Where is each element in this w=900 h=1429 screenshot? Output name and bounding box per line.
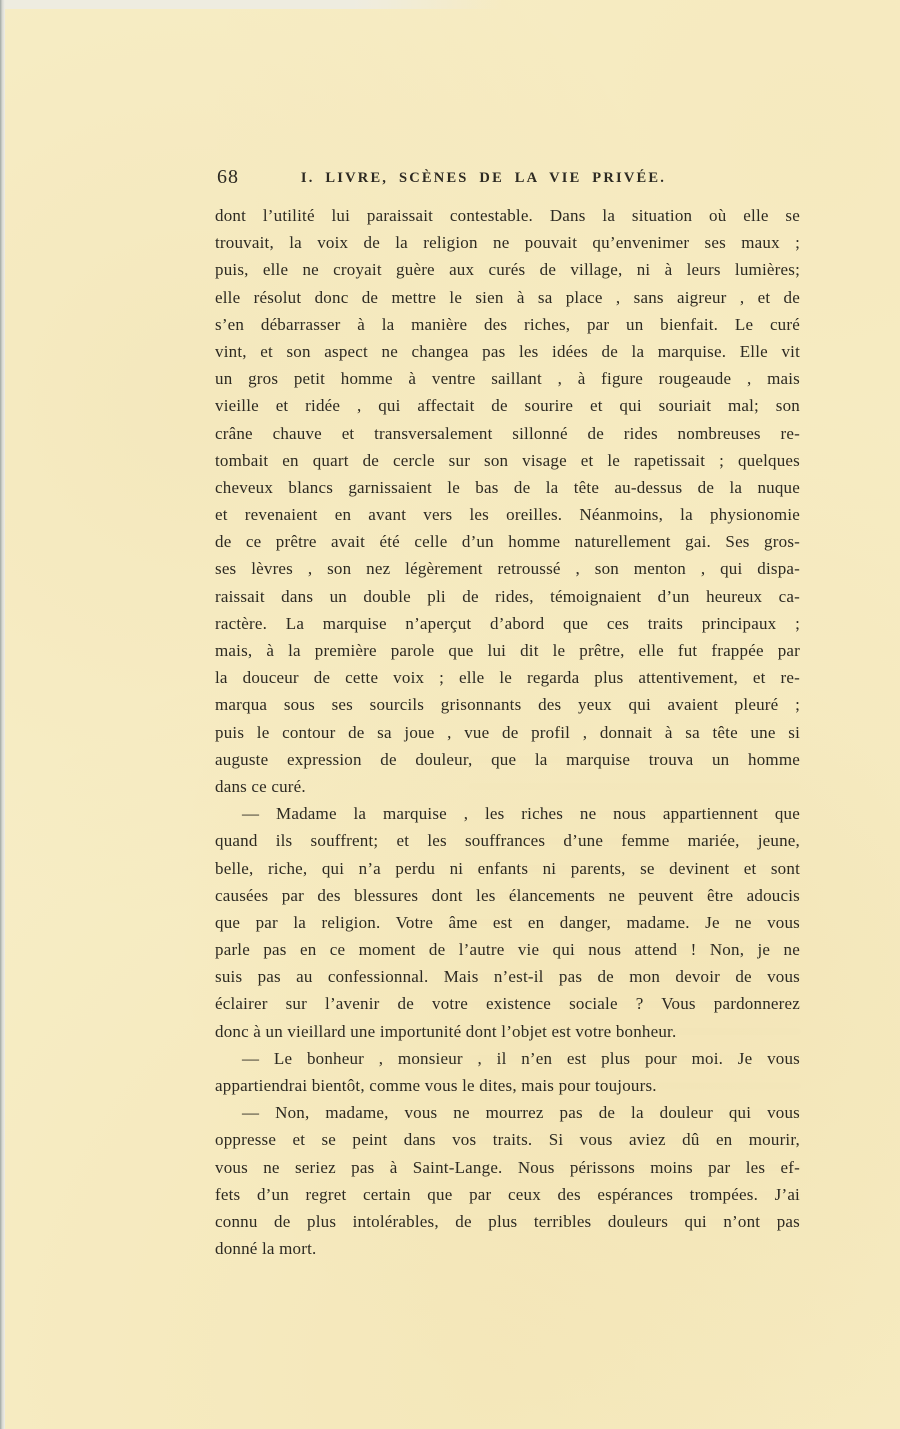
- text-line: tombait en quart de cercle sur son visage et le rapetissait ; quelques: [215, 450, 800, 470]
- text-line: s’en débarrasser à la manière des riches, par un bienfait. Le curé: [215, 314, 800, 334]
- paragraph: [215, 1045, 800, 1099]
- text-line: elle résolut donc de mettre le sien à sa place , sans aigreur , et de: [215, 287, 800, 307]
- text-line: vint, et son aspect ne changea pas les idées de la marquise. Elle vit: [215, 341, 800, 361]
- text-line: éclairer sur l’avenir de votre existence sociale ? Vous pardonnerez: [215, 994, 800, 1014]
- text-line: auguste expression de douleur, que la marquise trouva un homme: [215, 749, 800, 769]
- paragraph: [215, 202, 800, 800]
- text-line: oppresse et se peint dans vos traits. Si vous aviez dû en mourir,: [215, 1130, 800, 1150]
- text-line: quand ils souffrent; et les souffrances d’une femme mariée, jeune,: [215, 831, 800, 851]
- text-line: cheveux blancs garnissaient le bas de la tête au-dessus de la nuque: [215, 477, 800, 497]
- text-line: puis, elle ne croyait guère aux curés de village, ni à leurs lumières;: [215, 260, 800, 280]
- text-line: crâne chauve et transversalement sillonné de rides nombreuses re-: [215, 423, 800, 443]
- page-body: [215, 202, 800, 1262]
- page-number: 68: [217, 166, 239, 188]
- paragraph: [215, 1099, 800, 1262]
- text-line: de ce prêtre avait été celle d’un homme naturellement gai. Ses gros-: [215, 532, 800, 552]
- text-line: trouvait, la voix de la religion ne pouvait qu’envenimer ses maux ;: [215, 233, 800, 253]
- text-line: connu de plus intolérables, de plus terribles douleurs qui n’ont pas: [215, 1211, 800, 1231]
- text-line: donné la mort.: [215, 1239, 317, 1259]
- text-line: ractère. La marquise n’aperçut d’abord que ces traits principaux ;: [215, 613, 800, 633]
- text-line: dans ce curé.: [215, 776, 306, 796]
- scan-edge-top: [0, 0, 504, 9]
- text-line: puis le contour de sa joue , vue de profil , donnait à sa tête une si: [215, 722, 800, 742]
- text-line: suis pas au confessionnal. Mais n’est-il pas de mon devoir de vous: [215, 967, 800, 987]
- text-line: que par la religion. Votre âme est en danger, madame. Je ne vous: [215, 912, 800, 932]
- running-header: I. LIVRE, SCÈNES DE LA VIE PRIVÉE.: [300, 170, 667, 186]
- text-line: — Madame la marquise , les riches ne nous appartiennent que: [242, 804, 800, 824]
- text-line: mais, à la première parole que lui dit le prêtre, elle fut frappée par: [215, 641, 800, 660]
- page-header: [215, 164, 800, 196]
- text-line: donc à un vieillard une importunité dont l’objet est votre bonheur.: [215, 1021, 677, 1041]
- text-line: marqua sous ses sourcils grisonnants des yeux qui avaient pleuré ;: [215, 695, 800, 715]
- text-line: — Le bonheur , monsieur , il n’en est plus pour moi. Je vous: [242, 1048, 800, 1068]
- text-line: et revenaient en avant vers les oreilles. Néanmoins, la physionomie: [215, 505, 800, 525]
- text-line: causées par des blessures dont les élancements ne peuvent être adoucis: [215, 885, 800, 905]
- text-line: appartiendrai bientôt, comme vous le dites, mais pour toujours.: [215, 1076, 657, 1095]
- text-line: la douceur de cette voix ; elle le regarda plus attentivement, et re-: [215, 668, 800, 688]
- text-line: belle, riche, qui n’a perdu ni enfants ni parents, se devinent et sont: [215, 858, 800, 878]
- text-line: fets d’un regret certain que par ceux des espérances trompées. J’ai: [215, 1184, 800, 1204]
- text-line: raissait dans un double pli de rides, témoignaient d’un heureux ca-: [215, 586, 800, 606]
- text-line: vieille et ridée , qui affectait de sourire et qui souriait mal; son: [215, 396, 800, 416]
- scan-edge-left: [0, 0, 5, 1429]
- text-line: parle pas en ce moment de l’autre vie qui nous attend ! Non, je ne: [215, 940, 800, 960]
- text-line: vous ne seriez pas à Saint-Lange. Nous périssons moins par les ef-: [215, 1157, 800, 1177]
- text-line: ses lèvres , son nez légèrement retroussé , son menton , qui dispa-: [215, 559, 800, 579]
- text-line: un gros petit homme à ventre saillant , à figure rougeaude , mais: [215, 369, 800, 389]
- text-line: dont l’utilité lui paraissait contestable. Dans la situation où elle se: [215, 206, 800, 225]
- text-line: — Non, madame, vous ne mourrez pas de la douleur qui vous: [242, 1103, 800, 1123]
- paragraph: [215, 800, 800, 1045]
